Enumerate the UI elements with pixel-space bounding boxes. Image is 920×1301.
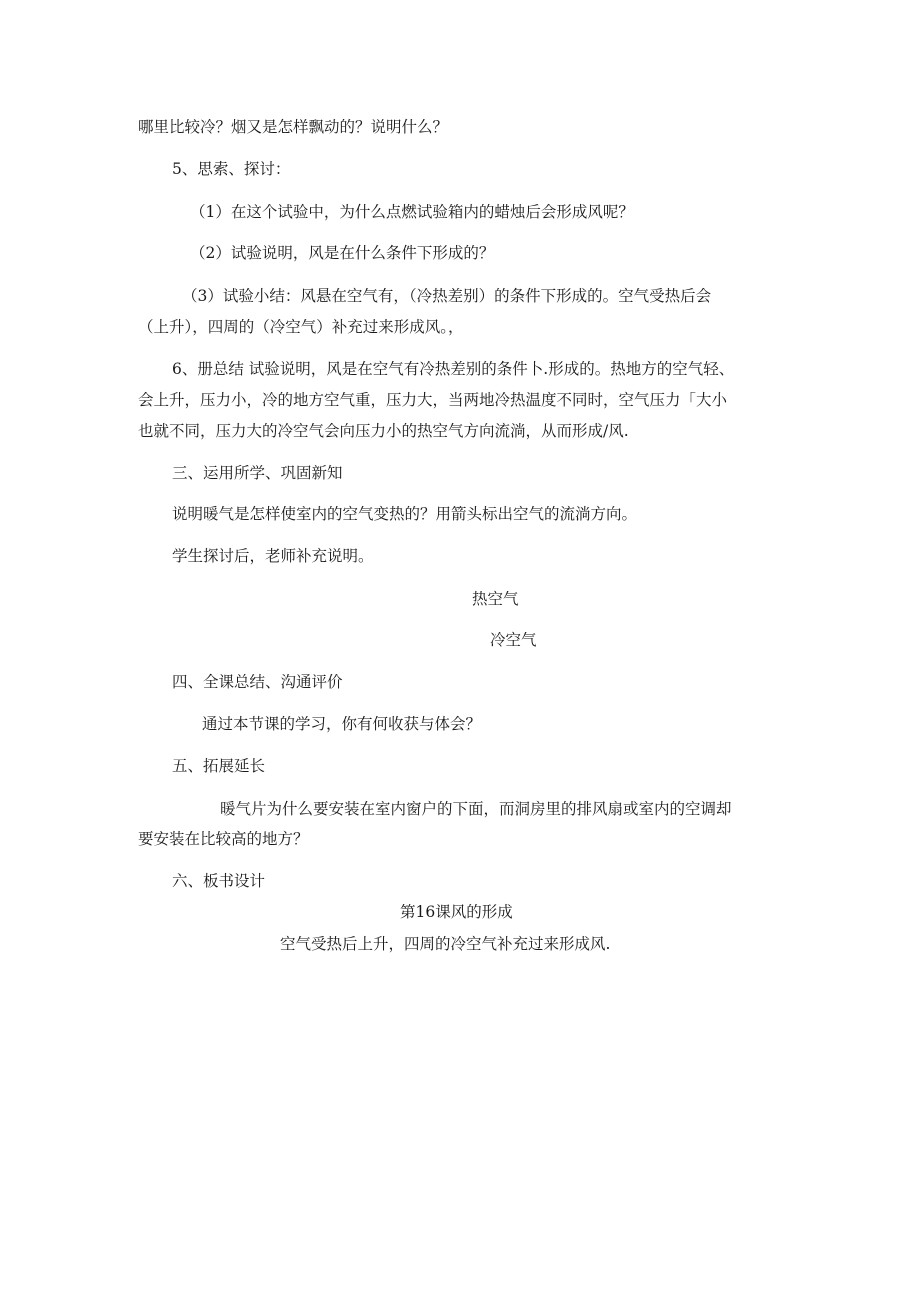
summary-line-2: （上升），四周的（冷空气）补充过来形成风。， [138,318,464,336]
summary-line-1: （3）试验小结：风悬在空气有，（冷热差别）的条件下形成的。空气受热后会 [182,287,712,305]
board-summary: 空气受热后上升，四周的冷空气补充过来形成风. [280,935,611,953]
text-line-teacher: 学生探讨后，老师补充说明。 [172,547,374,565]
label-cold-air: 冷空气 [490,631,537,649]
label-hot-air: 热空气 [472,590,519,608]
section-heading-3: 三、运用所学、巩固新知 [172,464,343,482]
text-line-heating: 说明暖气是怎样使室内的空气变热的？用箭头标出空气的流淌方向。 [172,505,638,523]
text-line-1: 哪里比较冷？烟又是怎样飘动的？说明什么？ [138,118,449,136]
section-heading-5: 5、思索、探讨： [172,160,291,178]
extension-line-2: 要安装在比较高的地方？ [138,830,309,848]
conclusion-line-1: 6、册总结 试验说明，风是在空气有冷热差别的条件卜.形成的。热地方的空气轻、 [172,360,735,378]
section-heading-5b: 五、拓展延长 [172,757,266,775]
board-title: 第16课风的形成 [400,903,513,921]
section-heading-4: 四、全课总结、沟通评价 [172,673,343,691]
question-2: （2）试验说明，风是在什么条件下形成的？ [190,244,495,262]
conclusion-line-2: 会上升，压力小，冷的地方空气重，压力大，当两地冷热温度不同时，空气压力「大小 [138,391,728,409]
section-heading-6: 六、板书设计 [172,872,266,890]
question-1: （1）在这个试验中，为什么点燃试验箱内的蜡烛后会形成风呢？ [190,203,634,221]
conclusion-line-3: 也就不同，压力大的冷空气会向压力小的热空气方向流淌，从而形成/风. [138,422,629,440]
text-line-reflection: 通过本节课的学习，你有何收获与体会？ [202,715,482,733]
extension-line-1: 暖气片为什么要安装在室内窗户的下面，而洞房里的排风扇或室内的空调却 [220,800,732,818]
